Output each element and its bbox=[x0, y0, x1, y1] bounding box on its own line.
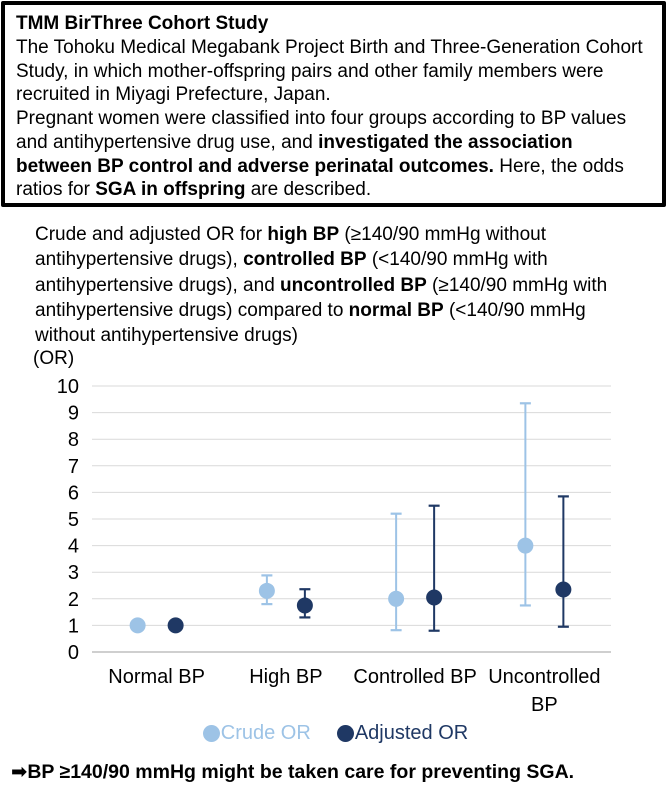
svg-text:2: 2 bbox=[67, 588, 79, 611]
legend-label-crude: Crude OR bbox=[220, 722, 311, 744]
svg-text:1: 1 bbox=[67, 615, 79, 638]
y-axis-unit-label: (OR) bbox=[33, 348, 75, 369]
chart-legend bbox=[0, 722, 671, 745]
crude-or-marker-icon bbox=[203, 725, 220, 742]
legend-item-adjusted bbox=[337, 722, 468, 745]
study-description: The Tohoku Medical Megabank Project Birth and Three-Generation Cohort Study, in which mother-offspring pairs and other family members were recruited in Miyagi Prefecture, Japan. Pregnant women were classified into four groups according to BP values and antihypertensive drug use, and investigated the association between BP control and adverse perinatal outcomes. Here, the odds ratios for SGA in offspring are described. bbox=[16, 36, 643, 201]
svg-text:7: 7 bbox=[67, 455, 79, 478]
svg-text:3: 3 bbox=[67, 562, 79, 585]
arrow-right-icon: ➡ bbox=[11, 761, 28, 783]
svg-text:6: 6 bbox=[67, 482, 79, 505]
svg-text:5: 5 bbox=[67, 509, 79, 531]
legend-item-crude bbox=[203, 722, 311, 745]
svg-text:Uncontrolled: Uncontrolled bbox=[488, 666, 601, 688]
svg-text:8: 8 bbox=[67, 429, 79, 452]
svg-text:10: 10 bbox=[56, 376, 79, 398]
svg-text:Normal BP: Normal BP bbox=[108, 666, 205, 688]
conclusion-text: BP ≥140/90 mmHg might be taken care for preventing SGA. bbox=[27, 761, 575, 783]
chart-caption: Crude and adjusted OR for high BP (≥140/90 mmHg without antihypertensive drugs), controlled BP (<140/90 mmHg with antihypertensive drugs), and uncontrolled BP (≥140/90 mmHg with antihypertensive drugs) compared to normal BP (<140/90 mmHg without antihypertensive drugs) bbox=[35, 224, 608, 347]
legend-label-adjusted: Adjusted OR bbox=[354, 722, 469, 744]
or-forest-chart bbox=[0, 374, 671, 722]
svg-text:Controlled BP: Controlled BP bbox=[353, 666, 477, 688]
adjusted-or-marker-icon bbox=[337, 725, 354, 742]
study-header-box bbox=[1, 1, 666, 207]
svg-text:High BP: High BP bbox=[249, 666, 323, 688]
svg-text:4: 4 bbox=[67, 535, 79, 558]
conclusion bbox=[11, 760, 661, 784]
svg-text:9: 9 bbox=[67, 402, 79, 425]
svg-text:0: 0 bbox=[67, 642, 79, 664]
study-title: TMM BirThree Cohort Study bbox=[16, 13, 269, 34]
svg-text:BP: BP bbox=[531, 694, 558, 716]
